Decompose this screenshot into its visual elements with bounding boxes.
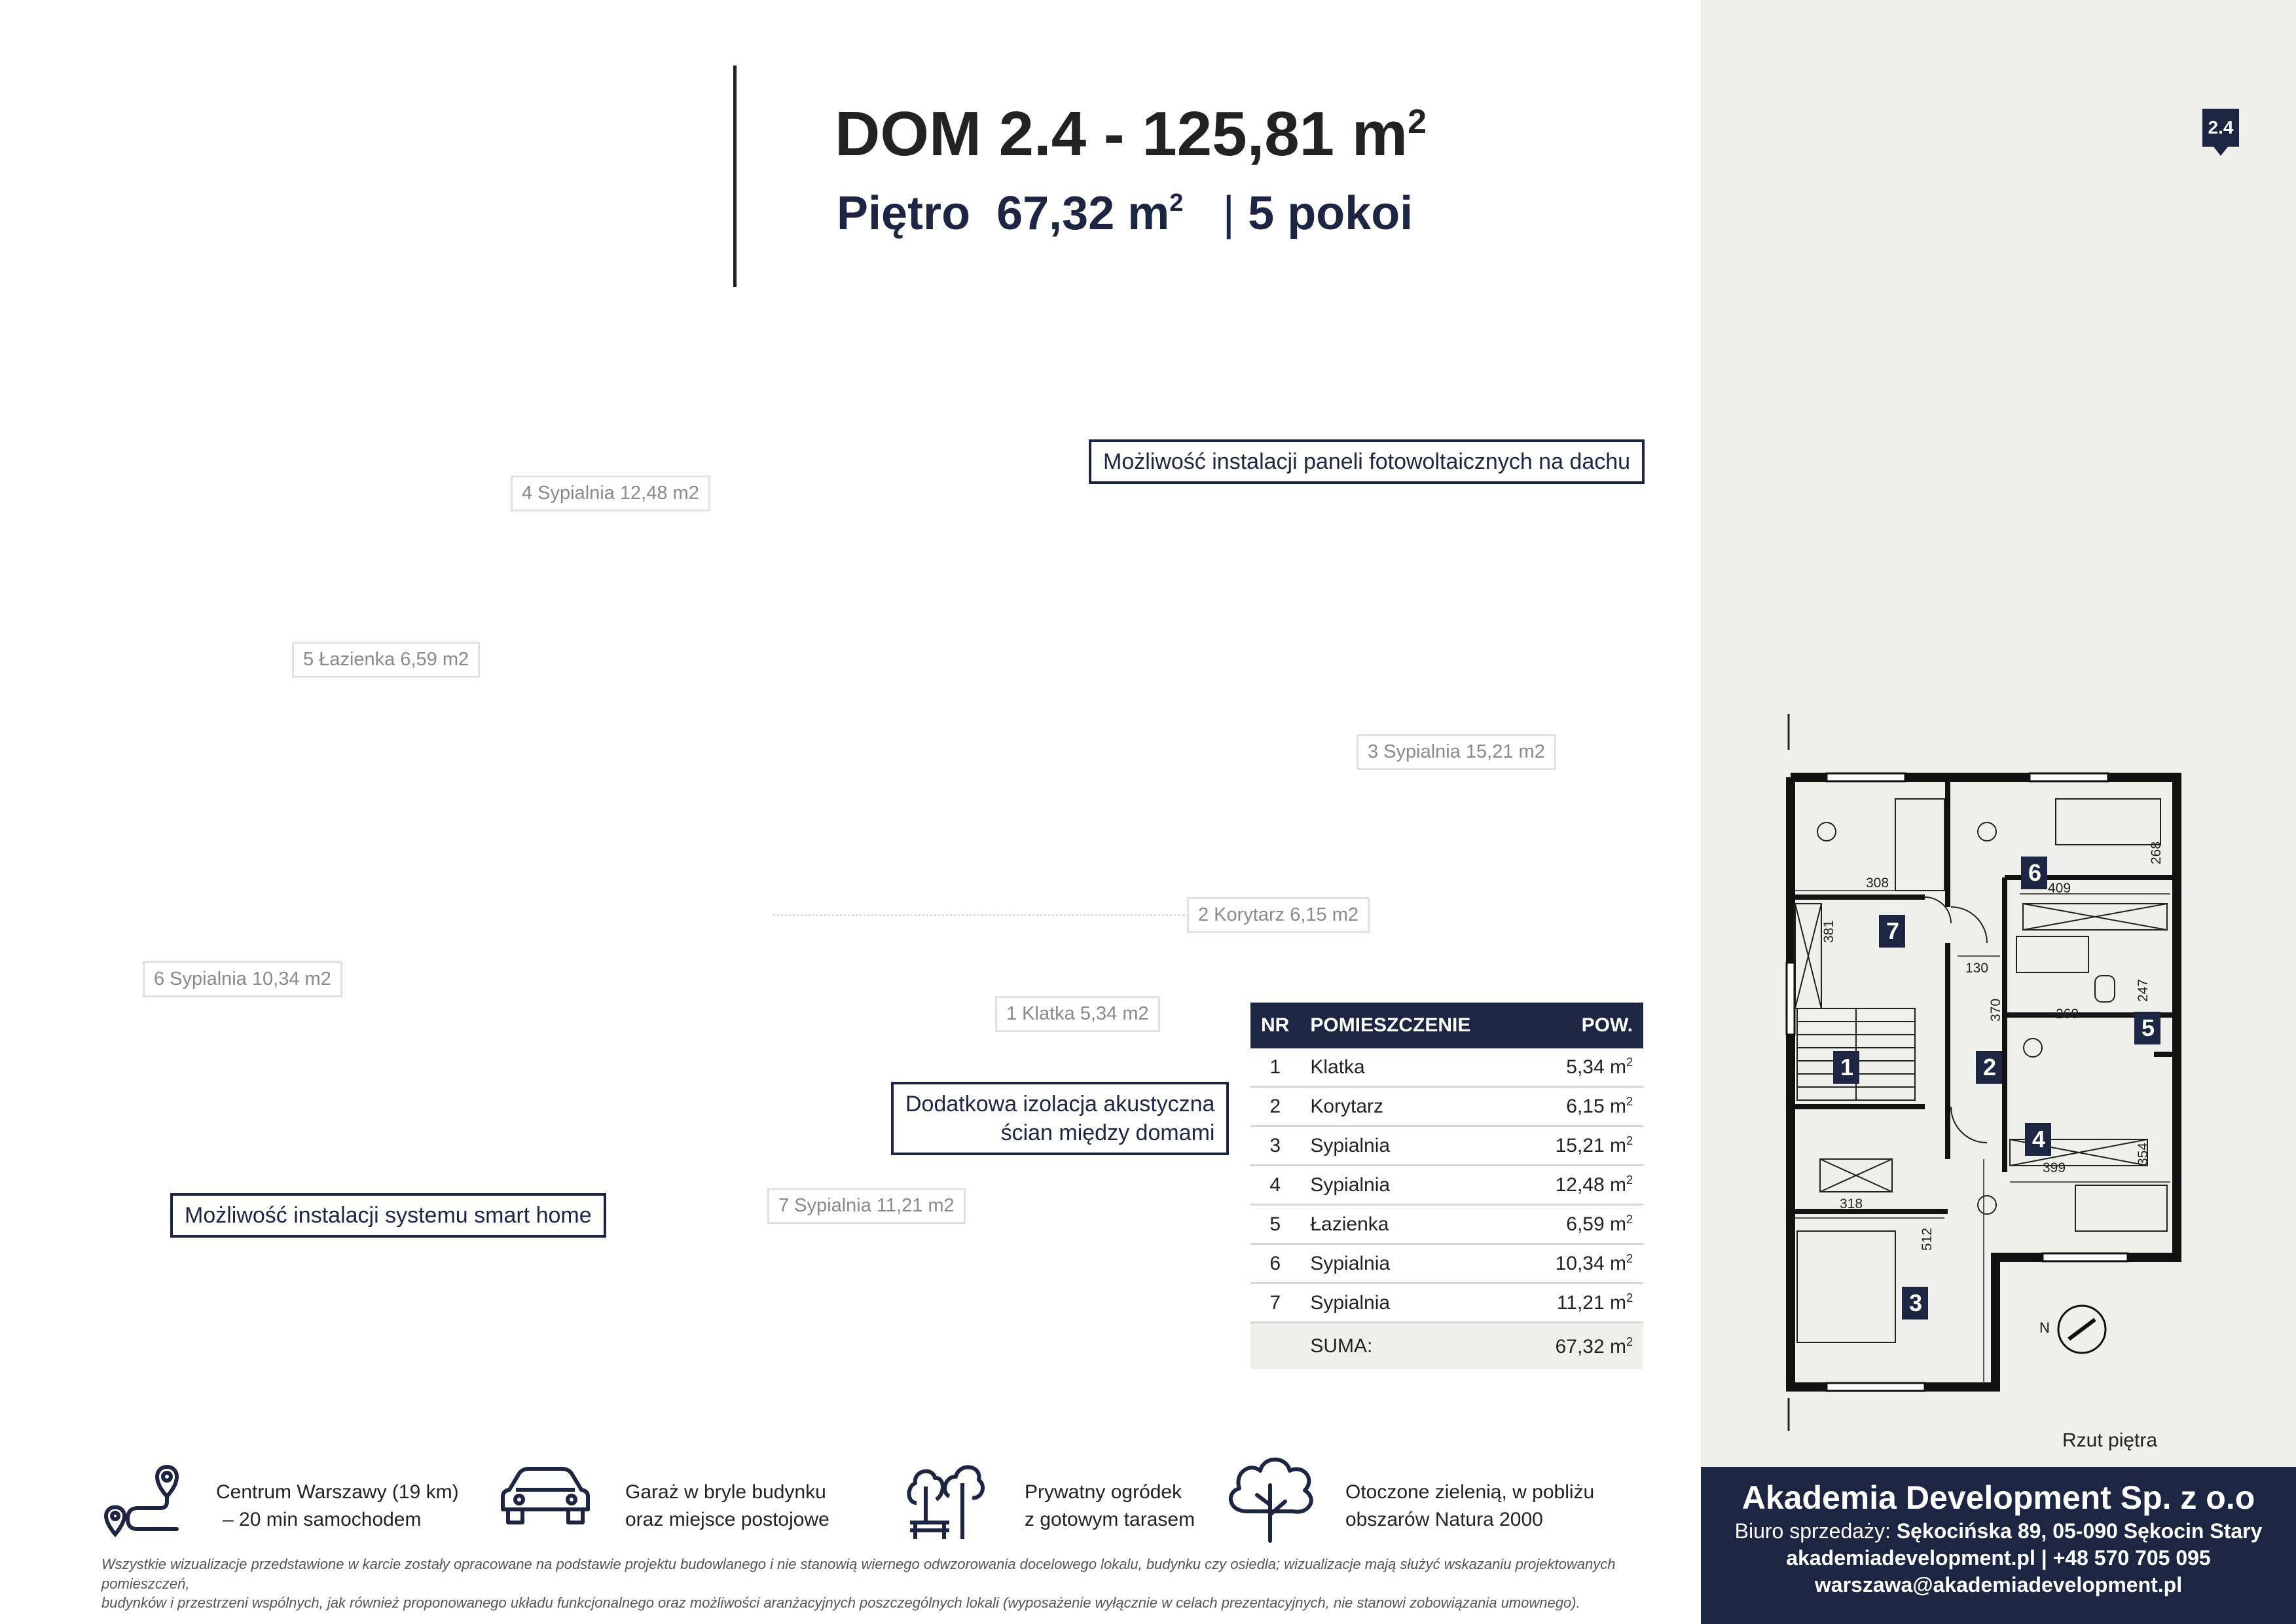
row-area: 10,34 $m^2$ [1522, 1244, 1643, 1283]
company-footer [1701, 1467, 2296, 1624]
dim-text: 268 [2149, 841, 2164, 864]
dim-text: 512 [1920, 1227, 1935, 1251]
col-nr: NR [1250, 1003, 1300, 1048]
row-nr: 3 [1250, 1126, 1300, 1166]
row-room: Sypialnia [1300, 1283, 1522, 1323]
row-area: 5,34 $m^2$ [1522, 1048, 1643, 1087]
dim-text: 370 [1988, 998, 2003, 1022]
row-room: Sypialnia [1300, 1166, 1522, 1205]
plan-caption: Rzut piętra [2062, 1430, 2158, 1451]
leader-line [773, 914, 1185, 916]
dim-text: 318 [1840, 1196, 1863, 1211]
row-area: 12,48 $m^2$ [1522, 1166, 1643, 1205]
dim-text: 130 [1965, 961, 1989, 976]
room-tag-5: 5 Łazienka 6,59 m2 [292, 642, 480, 678]
floor-plan [1768, 714, 2213, 1434]
dim-text: 381 [1821, 919, 1836, 943]
table-row [1250, 1048, 1643, 1087]
table-row [1250, 1283, 1643, 1323]
row-nr: 7 [1250, 1283, 1300, 1323]
sum-label: SUMA: [1300, 1323, 1522, 1370]
legal-disclaimer: Wszystkie wizualizacje przedstawione w karcie zostały opracowane na podstawie projektu budowlanego i nie stanowią wiernego odwzorowania docelowego lokalu, budynku czy osiedla; wizualizacje mają służyć wskazaniu projektowanych pomieszczeń, budynków i przestrzeni wspólnych, jak również proponowanego układu funkcjonalnego oraz możliwości aranżacyjnych poszczególnych lokali (wyposażenie wyłącznie w celach prezentacyjnych, nie stanowi zobowiązania umownego). [101, 1556, 1616, 1612]
dim-text: 247 [2136, 978, 2151, 1002]
smarthome-note: Możliwość instalacji systemu smart home [170, 1193, 606, 1238]
dim-text: 269 [2056, 1006, 2079, 1022]
table-row [1250, 1244, 1643, 1283]
col-room: POMIESZCZENIE [1300, 1003, 1522, 1048]
table-sum-row [1250, 1323, 1643, 1370]
row-nr: 4 [1250, 1166, 1300, 1205]
row-room: Sypialnia [1300, 1126, 1522, 1166]
page-title: DOM 2.4 - 125,81 $m^2$ [835, 99, 1427, 169]
row-area: 6,15 $m^2$ [1522, 1087, 1643, 1126]
dim-text: 399 [2043, 1160, 2066, 1175]
dim-text: 308 [1866, 876, 1889, 891]
page-subtitle [837, 187, 1413, 240]
row-nr: 6 [1250, 1244, 1300, 1283]
room-tag-6: 6 Sypialnia 10,34 m2 [143, 961, 342, 997]
feature-nature: Otoczone zielenią, w pobliżu obszarów Natura 2000 [1345, 1481, 1595, 1530]
room-number-markers [1833, 857, 2160, 1320]
tree-icon [1221, 1452, 1319, 1544]
plan-number-7: 7 [1886, 917, 1900, 944]
acoustic-note: Dodatkowa izolacja akustyczna ścian między domami [891, 1082, 1229, 1155]
col-area: POW. [1522, 1003, 1643, 1048]
table-header [1250, 1003, 1643, 1048]
email-link[interactable]: warszawa@akademiadevelopment.pl [1814, 1573, 2183, 1596]
company-name: Akademia Development Sp. z o.o [1741, 1479, 2255, 1516]
feature-garage: Garaż w bryle budynku oraz miejsce postojowe [625, 1481, 829, 1530]
room-table [1250, 1003, 1643, 1369]
subtitle-separator: | [1222, 187, 1235, 240]
header-divider [733, 65, 737, 287]
plan-number-2: 2 [1983, 1054, 1997, 1080]
feature-location: Centrum Warszawy (19 km) – 20 min samochodem [216, 1481, 459, 1530]
contact-line[interactable]: akademiadevelopment.pl | +48 570 705 095 [1786, 1546, 2211, 1570]
row-room: Klatka [1300, 1048, 1522, 1087]
pv-note: Możliwość instalacji paneli fotowoltaicznych na dachu [1089, 439, 1645, 484]
dim-text: 409 [2048, 881, 2071, 896]
floor-label: Piętro [837, 187, 971, 240]
north-label: N [2039, 1320, 2050, 1336]
car-icon [496, 1464, 594, 1529]
row-nr: 5 [1250, 1205, 1300, 1244]
room-tag-7: 7 Sypialnia 11,21 m2 [767, 1188, 966, 1224]
garden-icon [903, 1457, 989, 1542]
row-room: Korytarz [1300, 1087, 1522, 1126]
floor-area: 67,32 $m^2$ [996, 187, 1184, 240]
row-area: 11,21 $m^2$ [1522, 1283, 1643, 1323]
plan-number-6: 6 [2028, 859, 2042, 886]
rooms-count: 5 pokoi [1248, 187, 1413, 240]
room-tag-3: 3 Sypialnia 15,21 m2 [1357, 734, 1556, 770]
table-row [1250, 1126, 1643, 1166]
house-badge: 2.4 [2202, 109, 2239, 147]
sum-value: 67,32 $m^2$ [1522, 1323, 1643, 1370]
row-room: Łazienka [1300, 1205, 1522, 1244]
row-area: 15,21 $m^2$ [1522, 1126, 1643, 1166]
north-arrow-icon [2039, 1306, 2105, 1353]
office-address: Biuro sprzedaży: Sękocińska 89, 05-090 Sękocin Stary [1734, 1519, 2263, 1543]
plan-number-3: 3 [1909, 1289, 1923, 1316]
route-icon [98, 1457, 190, 1539]
badge-pointer [2214, 147, 2228, 156]
row-nr: 1 [1250, 1048, 1300, 1087]
plan-number-5: 5 [2141, 1014, 2155, 1041]
plan-number-4: 4 [2032, 1126, 2046, 1153]
feature-garden: Prywatny ogródek z gotowym tarasem [1025, 1481, 1195, 1530]
table-row [1250, 1087, 1643, 1126]
dim-text: 354 [2136, 1142, 2151, 1166]
row-nr: 2 [1250, 1087, 1300, 1126]
room-tag-4: 4 Sypialnia 12,48 m2 [511, 475, 710, 511]
row-room: Sypialnia [1300, 1244, 1522, 1283]
table-row [1250, 1166, 1643, 1205]
room-tag-2: 2 Korytarz 6,15 m2 [1187, 897, 1370, 933]
room-tag-1: 1 Klatka 5,34 m2 [995, 996, 1160, 1032]
table-row [1250, 1205, 1643, 1244]
row-area: 6,59 $m^2$ [1522, 1205, 1643, 1244]
plan-number-1: 1 [1840, 1054, 1854, 1080]
